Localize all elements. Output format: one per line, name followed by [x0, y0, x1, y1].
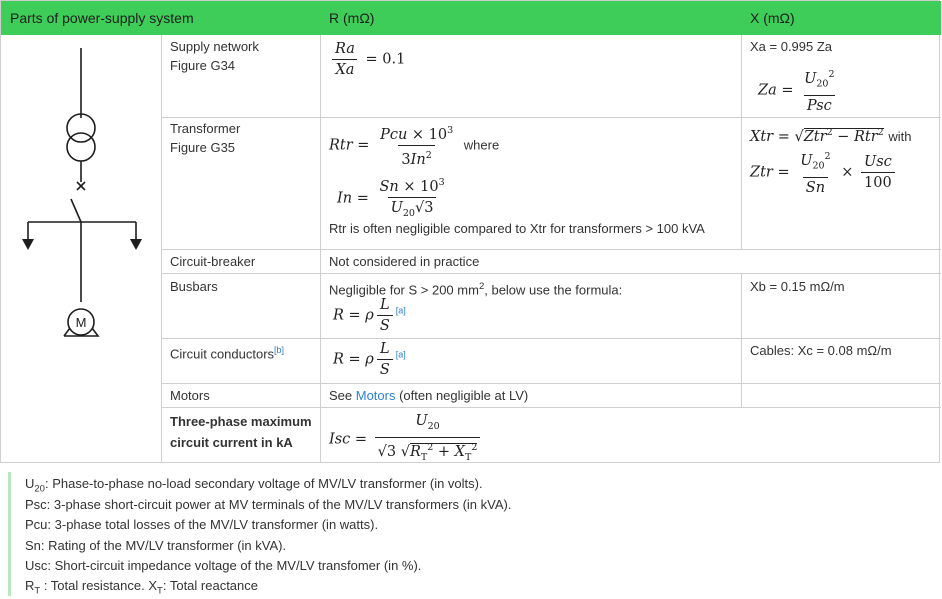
breaker-switch-blade: [71, 199, 81, 222]
fn-sym: Usc: [25, 558, 48, 573]
busbars-x-text: Xb = 0.15 mΩ/m: [750, 279, 845, 294]
fn-text: : Phase-to-phase no-load secondary voltage of MV/LV transformer (in volts).: [44, 476, 483, 491]
supply-r-formula: $\frac{Ra}{Xa}$ = 0.1: [329, 39, 405, 80]
supply-x-text: Xa = 0.995 Za: [750, 39, 833, 54]
fn-text: : 3-phase total losses of the MV/LV transformer (in watts).: [47, 517, 379, 532]
footnote-rt-xt: [25, 578, 258, 597]
footnote-sn: [25, 538, 286, 553]
motors-r-text: [329, 386, 528, 405]
motors-label: Motors: [170, 388, 210, 403]
arrow-down-right-icon: [130, 239, 142, 250]
transformer-with: with: [888, 128, 912, 144]
footnote-ref-a[interactable]: [a]: [395, 305, 406, 316]
fn-text: : Rating of the MV/LV transformer (in kVA).: [40, 538, 287, 553]
row-divider: [161, 273, 941, 274]
motors-rest: (often negligible at LV): [395, 388, 529, 403]
transformer-xtr-formula: Xtr = √Ztr$^2$ − Rtr$^2$ with: [750, 127, 912, 145]
conductors-label-text: Circuit conductors: [170, 346, 275, 362]
transformer-ztr-formula: Ztr = $\frac{U_{20}^2}{Sn}$ × $\frac{\text{Usc}}{100}$: [750, 147, 898, 198]
footnote-psc: [25, 497, 511, 512]
conductors-label: [170, 341, 284, 363]
motors-link[interactable]: Motors: [355, 388, 396, 403]
arrow-down-left-icon: [22, 239, 34, 250]
busbars-r-formula: R = ρ $\frac{L}{S}$ [a]: [333, 297, 406, 334]
table-header: [1, 1, 941, 35]
fn-text: : 3-phase short-circuit power at MV terminals of the MV/LV transformers (in kVA).: [46, 497, 512, 512]
row-divider: [161, 249, 941, 250]
isc-label-line1: Three-phase maximum: [170, 414, 312, 429]
transformer-secondary-coil: [67, 133, 95, 161]
conductors-r-formula: R = ρ $\frac{L}{S}$ [a]: [333, 341, 406, 378]
fn-sym: Pcu: [25, 517, 48, 532]
conductors-x-text: Cables: Xc = 0.08 mΩ/m: [750, 343, 892, 358]
busbars-label: Busbars: [170, 279, 218, 294]
header-x: X (mΩ): [750, 10, 795, 26]
fn-text: : Total resistance.: [40, 578, 149, 593]
header-r: R (mΩ): [329, 10, 375, 26]
supply-figure-link[interactable]: Figure G34: [170, 58, 236, 73]
column-divider: [741, 35, 742, 249]
footnote-ref-b[interactable]: [b]: [274, 345, 285, 355]
supply-label: Supply network: [170, 39, 259, 54]
fn-sym: U: [25, 476, 35, 491]
row-divider: [161, 407, 941, 408]
footnote-ref-a[interactable]: [a]: [395, 349, 406, 360]
fn-sym: Sn: [25, 538, 41, 553]
row-transformer-label: [170, 119, 240, 157]
row-supply-label: [170, 37, 259, 75]
row-divider: [161, 383, 941, 384]
isc-label: [170, 411, 312, 453]
fn-text: : Total reactance: [162, 578, 258, 593]
header-parts: Parts of power-supply system: [10, 10, 194, 26]
supply-za-formula: Za = $\frac{U_{20}^2}{\text{Psc}}$: [758, 69, 835, 114]
isc-formula: Isc = $\frac{U_{20}}{√3 √R_T^2 + X_T^2}$: [329, 411, 483, 468]
isc-label-line2: circuit current in kA: [170, 435, 293, 450]
power-system-diagram: [1, 36, 161, 461]
fn-sym: R: [25, 578, 35, 593]
transformer-rtr-formula: Rtr = $\frac{Pcu \times 10^3}{3In^2}$ where: [329, 125, 500, 168]
transformer-label: Transformer: [170, 121, 241, 136]
footnote-u20: [25, 476, 483, 495]
fn-sub: T: [157, 585, 163, 597]
breaker-r-text: Not considered in practice: [329, 254, 480, 269]
row-divider: [161, 117, 941, 118]
footnote-usc: [25, 558, 421, 573]
fn-sub: T: [34, 585, 41, 597]
breaker-label: Circuit-breaker: [170, 254, 256, 269]
fn-text: : Short-circuit impedance voltage of the MV/LV transfomer (in %).: [47, 558, 422, 573]
motors-see: See: [329, 388, 356, 403]
transformer-note: Rtr is often negligible compared to Xtr for transformers > 100 kVA: [329, 221, 705, 236]
busbars-r-text-a: Negligible for S > 200 mm: [329, 282, 479, 298]
motor-label: M: [75, 315, 87, 330]
fn-sym: X: [148, 578, 158, 593]
fn-sym: Psc: [25, 497, 47, 512]
footnote-pcu: [25, 517, 378, 532]
transformer-in-formula: In = $\frac{Sn \times 10^3}{U_{20}√3}$: [337, 173, 451, 224]
busbars-r-text: Negligible for S > 200 $mm^2$, below use the formula:: [329, 281, 623, 298]
transformer-where: where: [463, 137, 500, 153]
transformer-figure-link[interactable]: Figure G35: [170, 140, 236, 155]
row-divider: [161, 338, 941, 339]
footnote-bar: [8, 472, 11, 596]
busbars-r-text-b: , below use the formula:: [484, 282, 623, 298]
column-divider: [741, 273, 742, 408]
fn-sub: 20: [34, 483, 45, 495]
